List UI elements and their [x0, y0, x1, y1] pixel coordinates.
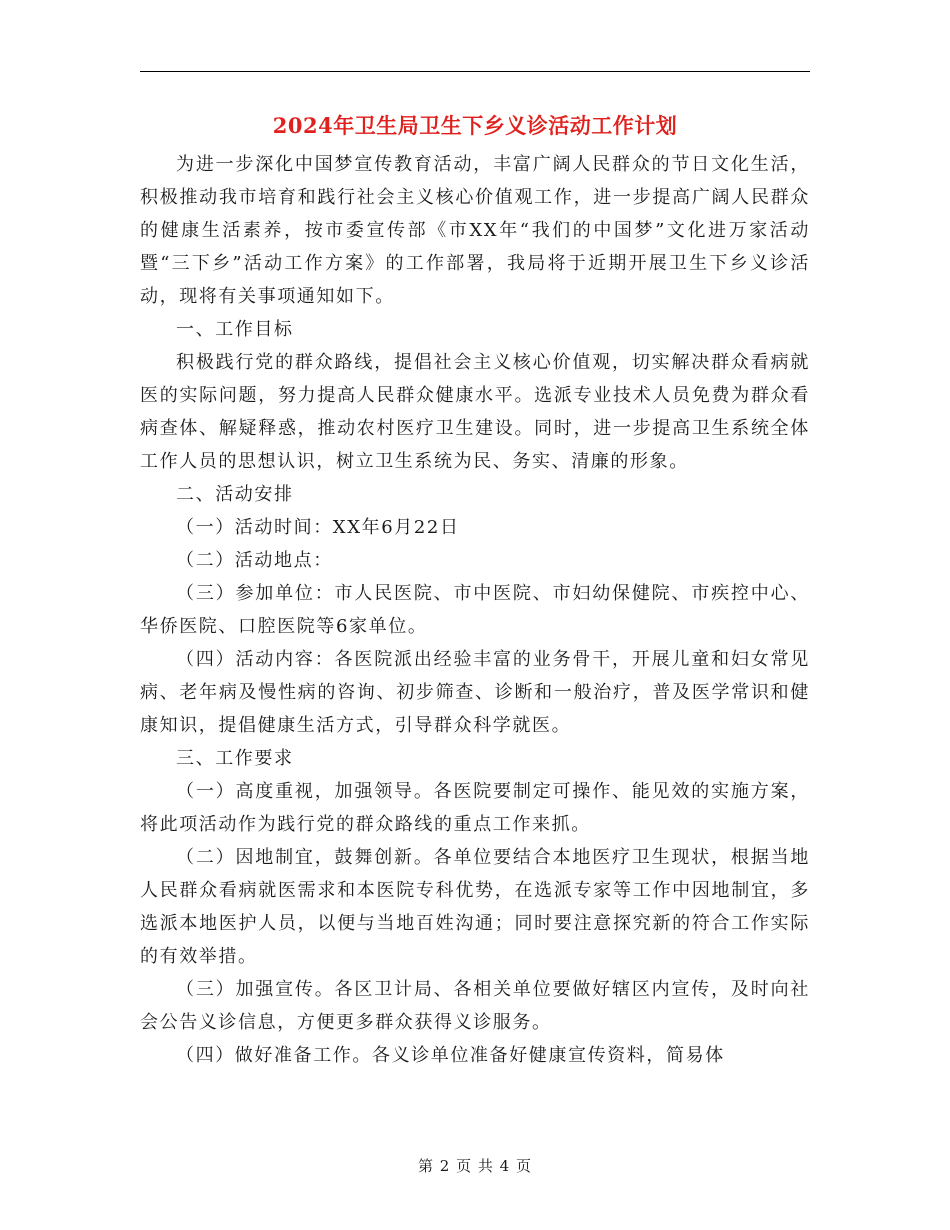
requirement-innovation: （二）因地制宜，鼓舞创新。各单位要结合本地医疗卫生现状，根据当地人民群众看病就医需求和本医院专科优势，在选派专家等工作中因地制宜，多选派本地医护人员，以便与当地百姓沟通；同时要注意探究新的符合工作实际的有效举措。	[140, 847, 810, 967]
intro-paragraph: 为进一步深化中国梦宣传教育活动，丰富广阔人民群众的节日文化生活，积极推动我市培育和践行社会主义核心价值观工作，进一步提高广阔人民群众的健康生活素养，按市委宣传部《市XX年“我们的中国梦”文化进万家活动暨“三下乡”活动工作方案》的工作部署，我局将于近期开展卫生下乡义诊活动，现将有关事项通知如下。	[140, 154, 810, 307]
requirement-leadership: （一）高度重视，加强领导。各医院要制定可操作、能见效的实施方案，将此项活动作为践行党的群众路线的重点工作来抓。	[140, 781, 810, 835]
section-heading-requirements: 三、工作要求	[176, 748, 294, 769]
requirement-preparation: （四）做好准备工作。各义诊单位准备好健康宣传资料，简易体	[176, 1045, 725, 1066]
arrangement-location: （二）活动地点：	[176, 550, 333, 571]
arrangement-participants: （三）参加单位：市人民医院、市中医院、市妇幼保健院、市疾控中心、华侨医院、口腔医院等6家单位。	[140, 583, 810, 637]
document-title: 2024年卫生局卫生下乡义诊活动工作计划	[272, 113, 678, 138]
section-heading-goals: 一、工作目标	[176, 319, 294, 340]
arrangement-content: （四）活动内容：各医院派出经验丰富的业务骨干，开展儿童和妇女常见病、老年病及慢性病的咨询、初步筛查、诊断和一般治疗，普及医学常识和健康知识，提倡健康生活方式，引导群众科学就医。	[140, 649, 810, 736]
page-number-footer: 第 2 页 共 4 页	[418, 1157, 532, 1175]
header-rule	[140, 71, 810, 72]
document-body	[140, 148, 810, 1072]
section-heading-arrangement: 二、活动安排	[176, 484, 294, 505]
goals-paragraph: 积极践行党的群众路线，提倡社会主义核心价值观，切实解决群众看病就医的实际问题，努力提高人民群众健康水平。选派专业技术人员免费为群众看病查体、解疑释惑，推动农村医疗卫生建设。同时，进一步提高卫生系统全体工作人员的思想认识，树立卫生系统为民、务实、清廉的形象。	[140, 352, 810, 472]
requirement-publicity: （三）加强宣传。各区卫计局、各相关单位要做好辖区内宣传，及时向社会公告义诊信息，方便更多群众获得义诊服务。	[140, 979, 810, 1033]
arrangement-time: （一）活动时间：XX年6月22日	[176, 517, 460, 538]
